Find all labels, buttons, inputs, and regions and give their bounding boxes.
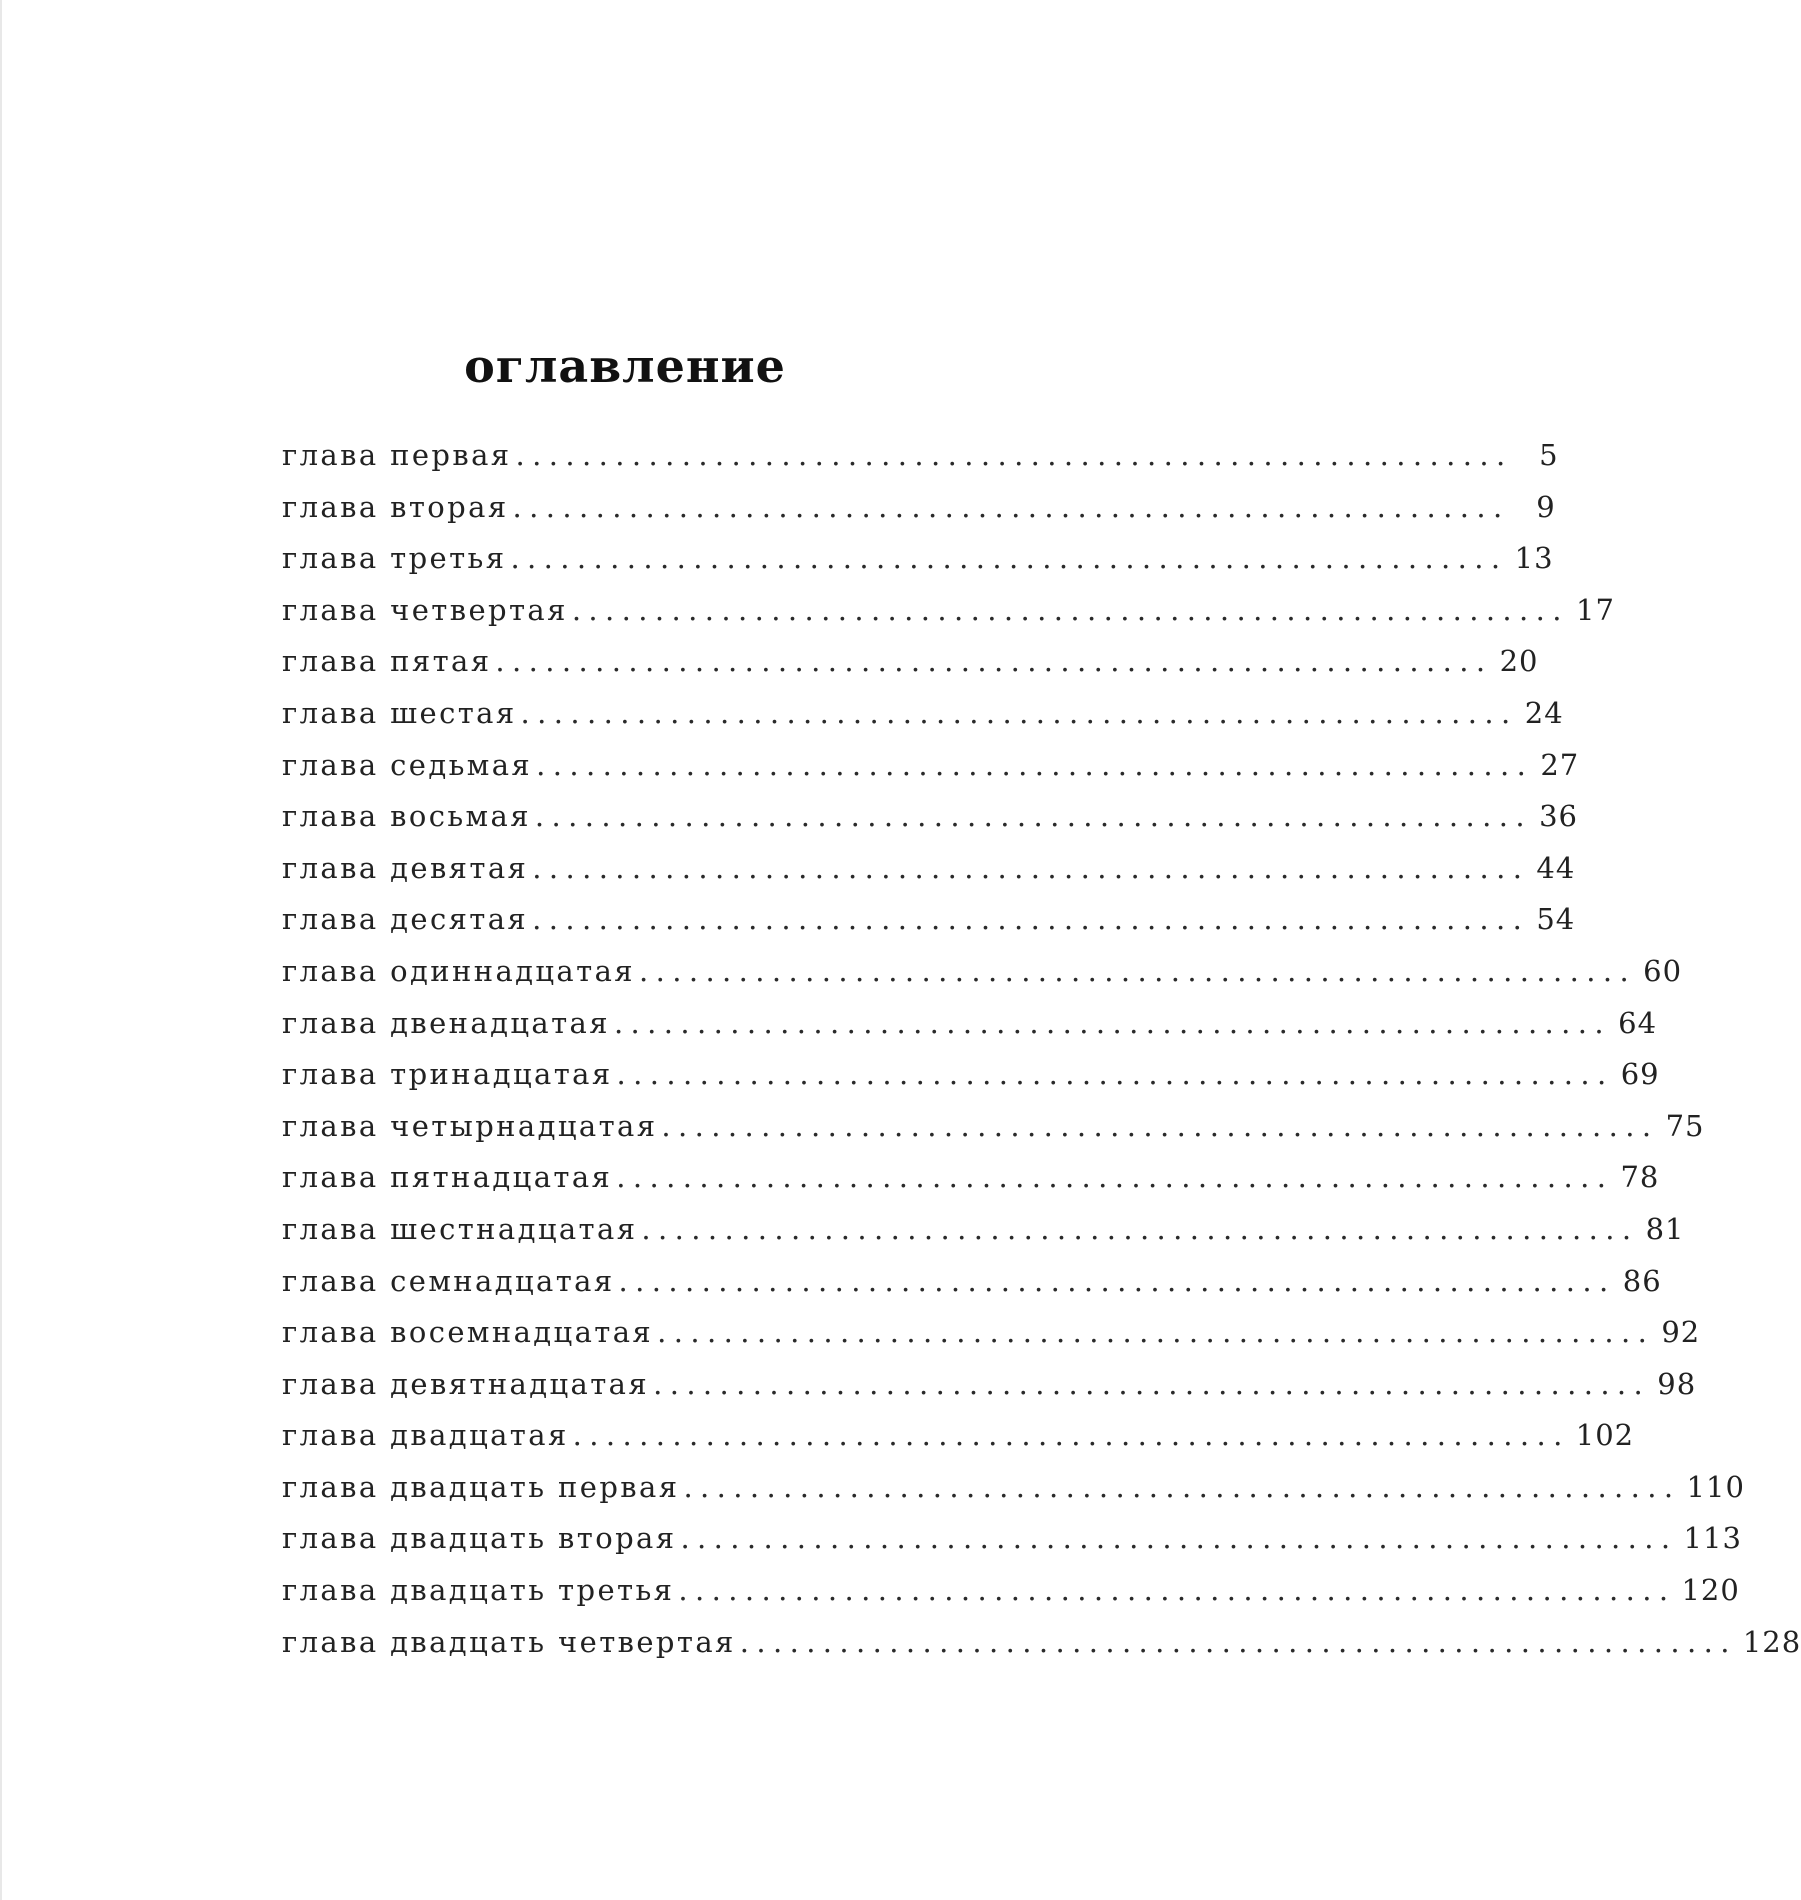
toc-entry-label: глава шестнадцатая [282, 1211, 638, 1246]
toc-entry[interactable] [282, 799, 1579, 851]
toc-entry-label: глава четырнадцатая [282, 1108, 658, 1143]
toc-entry-label: глава пятнадцатая [282, 1160, 613, 1195]
toc-entry[interactable] [282, 1418, 1635, 1470]
toc-entry[interactable] [282, 541, 1554, 593]
toc-dot-leader: ............................................................ [641, 1211, 1639, 1246]
toc-dot-leader: ............................................................ [661, 1108, 1659, 1143]
toc-entry[interactable] [282, 747, 1580, 800]
toc-dot-leader: ............................................................ [520, 695, 1518, 730]
toc-entry[interactable] [282, 1108, 1705, 1161]
toc-entry-page-number: 17 [1576, 592, 1615, 627]
toc-entry-page-number: 27 [1540, 747, 1580, 782]
toc-entry-page-number: 92 [1661, 1315, 1701, 1350]
toc-entry[interactable] [282, 1160, 1660, 1212]
toc-entry-label: глава двадцатая [282, 1418, 569, 1453]
toc-entry-page-number: 64 [1618, 1005, 1658, 1040]
toc-dot-leader: ............................................................ [680, 1521, 1678, 1556]
toc-dot-leader: ............................................................ [683, 1469, 1681, 1504]
toc-entry-label: глава девятая [282, 850, 529, 885]
toc-dot-leader: ............................................................ [613, 1005, 1612, 1040]
toc-entry-label: глава четвертая [282, 592, 568, 627]
toc-entry[interactable] [282, 1263, 1662, 1316]
toc-entry-label: глава восемнадцатая [282, 1315, 654, 1350]
toc-entry-label: глава семнадцатая [282, 1263, 615, 1298]
toc-dot-leader: ............................................................ [512, 489, 1510, 524]
toc-dot-leader: ............................................................ [678, 1573, 1676, 1608]
toc-entry-page-number: 128 [1742, 1624, 1801, 1659]
toc-dot-leader: ............................................................ [618, 1263, 1616, 1298]
toc-entry-page-number: 24 [1524, 695, 1564, 730]
toc-entry-page-number: 78 [1620, 1160, 1660, 1195]
toc-entry-label: глава вторая [282, 489, 509, 524]
toc-dot-leader: ............................................................ [653, 1366, 1651, 1401]
toc-dot-leader: ............................................................ [532, 902, 1530, 937]
toc-dot-leader: ............................................................ [616, 1057, 1614, 1092]
page-title: оглавление [464, 339, 786, 393]
toc-dot-leader: ............................................................ [638, 953, 1637, 988]
toc-entry[interactable] [282, 1573, 1740, 1625]
toc-dot-leader: ............................................................ [534, 799, 1533, 834]
toc-dot-leader: ............................................................ [536, 747, 1534, 782]
toc-entry-page-number: 113 [1683, 1521, 1742, 1556]
toc-entry-page-number: 81 [1645, 1211, 1685, 1246]
toc-entry-label: глава восьмая [282, 799, 531, 834]
toc-entry[interactable] [282, 1469, 1745, 1522]
toc-entry-label: глава десятая [282, 902, 529, 937]
toc-entry-page-number: 110 [1686, 1469, 1745, 1504]
toc-entry-page-number: 54 [1536, 902, 1576, 937]
page-edge [0, 0, 2, 1900]
toc-entry-label: глава девятнадцатая [282, 1366, 650, 1401]
toc-entry-page-number: 44 [1536, 850, 1576, 885]
toc-dot-leader: ............................................................ [739, 1624, 1737, 1659]
toc-entry[interactable] [282, 1624, 1801, 1677]
toc-entry-page-number: 9 [1536, 489, 1556, 524]
toc-entry-label: глава двадцать четвертая [282, 1624, 736, 1659]
toc-entry[interactable] [282, 953, 1683, 1006]
toc-entry[interactable] [282, 1057, 1660, 1109]
toc-dot-leader: ............................................................ [515, 438, 1513, 472]
toc-dot-leader: ............................................................ [572, 1418, 1570, 1453]
toc-entry[interactable] [282, 902, 1576, 954]
toc-entry-page-number: 86 [1622, 1263, 1662, 1298]
toc-entry-page-number: 60 [1643, 953, 1683, 988]
toc-entry[interactable] [282, 1005, 1658, 1058]
toc-dot-leader: ............................................................ [571, 592, 1569, 627]
toc-entry[interactable] [282, 1315, 1701, 1367]
toc-entry-label: глава двадцать третья [282, 1573, 675, 1608]
toc-dot-leader: ............................................................ [510, 541, 1508, 576]
toc-entry-page-number: 102 [1575, 1418, 1635, 1453]
toc-entry-label: глава одиннадцатая [282, 953, 635, 988]
toc-entry[interactable] [282, 1366, 1697, 1419]
toc-entry-label: глава двенадцатая [282, 1005, 610, 1040]
toc-entry[interactable] [282, 850, 1576, 903]
toc-entry-page-number: 20 [1499, 644, 1539, 679]
toc-entry[interactable] [282, 489, 1556, 542]
table-of-contents [282, 438, 1801, 1676]
toc-entry-label: глава шестая [282, 695, 517, 730]
toc-dot-leader: ............................................................ [616, 1160, 1614, 1195]
toc-entry-label: глава тринадцатая [282, 1057, 613, 1092]
toc-entry[interactable] [282, 1521, 1742, 1573]
toc-dot-leader: ............................................................ [532, 850, 1530, 885]
toc-entry-label: глава первая [282, 438, 512, 472]
toc-entry-label: глава седьмая [282, 747, 533, 782]
toc-entry-page-number: 75 [1665, 1108, 1705, 1143]
toc-entry-page-number: 120 [1681, 1573, 1740, 1608]
toc-entry-page-number: 69 [1620, 1057, 1660, 1092]
toc-entry-label: глава двадцать вторая [282, 1521, 677, 1556]
toc-dot-leader: ............................................................ [495, 644, 1493, 679]
toc-dot-leader: ............................................................ [657, 1315, 1655, 1350]
toc-entry[interactable] [282, 1211, 1685, 1264]
toc-entry-page-number: 98 [1657, 1366, 1697, 1401]
toc-entry-page-number: 5 [1539, 438, 1559, 472]
toc-entry[interactable] [282, 438, 1559, 490]
toc-entry[interactable] [282, 695, 1564, 748]
toc-entry-label: глава двадцать первая [282, 1469, 680, 1504]
toc-entry-label: глава пятая [282, 644, 492, 679]
toc-entry-page-number: 13 [1514, 541, 1554, 576]
toc-entry[interactable] [282, 644, 1539, 696]
toc-entry-page-number: 36 [1539, 799, 1579, 834]
toc-entry[interactable] [282, 592, 1615, 645]
toc-entry-label: глава третья [282, 541, 507, 576]
